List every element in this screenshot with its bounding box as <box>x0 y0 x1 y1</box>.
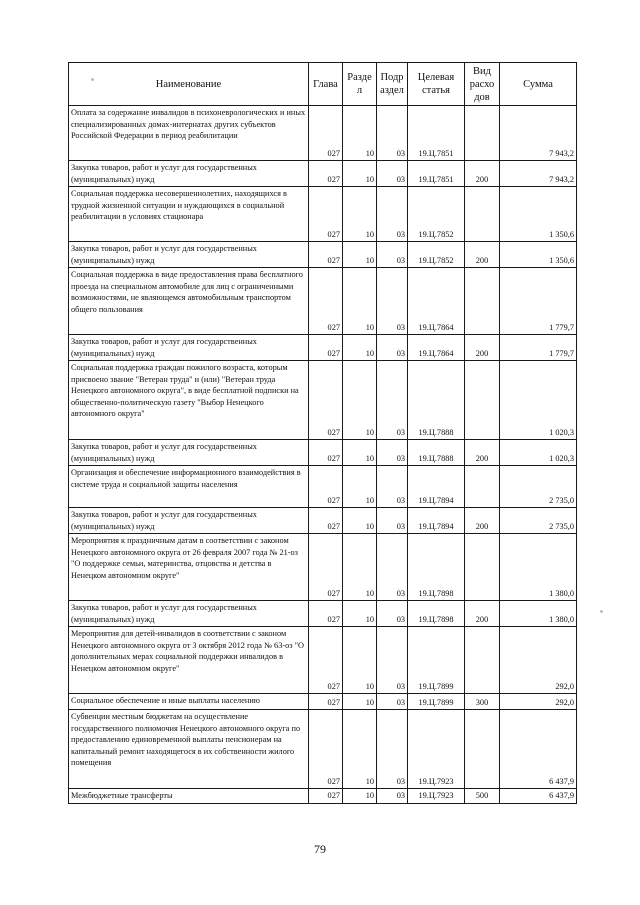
row-subsection: 03 <box>377 789 408 804</box>
row-section: 10 <box>343 187 377 242</box>
row-target: 19.Ц.7851 <box>408 161 465 187</box>
row-expense <box>465 710 500 789</box>
row-target: 19.Ц.7852 <box>408 242 465 268</box>
row-chapter: 027 <box>309 440 343 466</box>
table-row <box>69 335 577 361</box>
table-row <box>69 627 577 694</box>
row-name: Закупка товаров, работ и услуг для государственных (муниципальных) нужд <box>69 440 309 466</box>
row-section: 10 <box>343 601 377 627</box>
table-row <box>69 789 577 804</box>
row-sum: 1 380,0 <box>500 601 577 627</box>
row-expense <box>465 361 500 440</box>
table-body <box>69 106 577 804</box>
row-subsection: 03 <box>377 627 408 694</box>
row-name: Социальная поддержка несовершеннолетних, находящихся в трудной жизненной ситуации и нуждающихся в социальной реабилитации в условиях стационара <box>69 187 309 242</box>
row-section: 10 <box>343 161 377 187</box>
budget-sheet <box>68 62 576 804</box>
row-name: Социальное обеспечение и иные выплаты населению <box>69 694 309 710</box>
row-subsection: 03 <box>377 710 408 789</box>
row-chapter: 027 <box>309 601 343 627</box>
row-target: 19.Ц.7852 <box>408 187 465 242</box>
row-expense: 300 <box>465 694 500 710</box>
row-name: Мероприятия к праздничным датам в соответствии с законом Ненецкого автономного округа от 26 февраля 2007 года № 21-оз "О поддержке семьи, материнства, отцовства и детства в Ненецком автономном округе" <box>69 534 309 601</box>
header-expense: Вид расхо дов <box>465 63 500 106</box>
row-subsection: 03 <box>377 161 408 187</box>
header-chapter: Глава <box>309 63 343 106</box>
row-subsection: 03 <box>377 361 408 440</box>
table-row <box>69 534 577 601</box>
row-chapter: 027 <box>309 710 343 789</box>
row-sum: 6 437,9 <box>500 789 577 804</box>
row-chapter: 027 <box>309 106 343 161</box>
table-row <box>69 161 577 187</box>
row-sum: 2 735,0 <box>500 508 577 534</box>
row-target: 19.Ц.7923 <box>408 789 465 804</box>
table-row <box>69 466 577 508</box>
row-expense: 200 <box>465 601 500 627</box>
budget-table <box>68 62 577 804</box>
row-section: 10 <box>343 242 377 268</box>
header-row <box>69 63 577 106</box>
row-section: 10 <box>343 534 377 601</box>
row-subsection: 03 <box>377 335 408 361</box>
row-chapter: 027 <box>309 161 343 187</box>
table-row <box>69 710 577 789</box>
row-section: 10 <box>343 466 377 508</box>
row-sum: 1 779,7 <box>500 268 577 335</box>
header-subsection: Подр аздел <box>377 63 408 106</box>
row-subsection: 03 <box>377 242 408 268</box>
row-sum: 1 350,6 <box>500 242 577 268</box>
row-name: Закупка товаров, работ и услуг для государственных (муниципальных) нужд <box>69 601 309 627</box>
row-subsection: 03 <box>377 508 408 534</box>
row-subsection: 03 <box>377 106 408 161</box>
row-chapter: 027 <box>309 361 343 440</box>
row-expense <box>465 534 500 601</box>
row-chapter: 027 <box>309 335 343 361</box>
row-sum: 6 437,9 <box>500 710 577 789</box>
row-chapter: 027 <box>309 627 343 694</box>
header-target: Целевая статья <box>408 63 465 106</box>
row-expense <box>465 627 500 694</box>
table-row <box>69 694 577 710</box>
row-section: 10 <box>343 268 377 335</box>
row-name: Закупка товаров, работ и услуг для государственных (муниципальных) нужд <box>69 335 309 361</box>
row-subsection: 03 <box>377 601 408 627</box>
row-subsection: 03 <box>377 466 408 508</box>
row-sum: 1 380,0 <box>500 534 577 601</box>
row-target: 19.Ц.7894 <box>408 508 465 534</box>
row-name: Закупка товаров, работ и услуг для государственных (муниципальных) нужд <box>69 508 309 534</box>
scan-speck <box>600 610 603 613</box>
row-target: 19.Ц.7899 <box>408 694 465 710</box>
row-sum: 1 020,3 <box>500 361 577 440</box>
row-name: Субвенции местным бюджетам на осуществление государственного полномочия Ненецкого автономного округа по предоставлению единовременной выплаты пенсионерам на капитальный ремонт находящегося в их собственности жилого помещения <box>69 710 309 789</box>
row-subsection: 03 <box>377 440 408 466</box>
row-expense: 500 <box>465 789 500 804</box>
row-name: Организация и обеспечение информационного взаимодействия в системе труда и социальной защиты населения <box>69 466 309 508</box>
row-expense: 200 <box>465 242 500 268</box>
header-sum: Сумма <box>500 63 577 106</box>
row-section: 10 <box>343 694 377 710</box>
row-expense: 200 <box>465 440 500 466</box>
table-row <box>69 187 577 242</box>
row-target: 19.Ц.7888 <box>408 361 465 440</box>
row-section: 10 <box>343 627 377 694</box>
row-chapter: 027 <box>309 534 343 601</box>
row-chapter: 027 <box>309 789 343 804</box>
table-row <box>69 508 577 534</box>
row-name: Социальная поддержка в виде предоставления права бесплатного проезда на специальном автомобиле для лиц с ограниченными возможностями, не являющемся автомобильным транспортом общего пользования <box>69 268 309 335</box>
row-sum: 7 943,2 <box>500 161 577 187</box>
row-name: Межбюджетные трансферты <box>69 789 309 804</box>
row-expense: 200 <box>465 508 500 534</box>
table-row <box>69 440 577 466</box>
table-row <box>69 268 577 335</box>
row-name: Социальная поддержка граждан пожилого возраста, которым присвоено звание "Ветеран труда" и (или) "Ветеран труда Ненецкого автономного округа", в виде бесплатной подписки на общественно-политическую газету "Выбор Ненецкого автономного округа" <box>69 361 309 440</box>
row-target: 19.Ц.7923 <box>408 710 465 789</box>
row-section: 10 <box>343 789 377 804</box>
row-name: Закупка товаров, работ и услуг для государственных (муниципальных) нужд <box>69 242 309 268</box>
row-section: 10 <box>343 361 377 440</box>
row-sum: 1 779,7 <box>500 335 577 361</box>
header-name: Наименование <box>69 63 309 106</box>
row-target: 19.Ц.7894 <box>408 466 465 508</box>
row-expense <box>465 106 500 161</box>
row-chapter: 027 <box>309 694 343 710</box>
row-target: 19.Ц.7898 <box>408 601 465 627</box>
table-row <box>69 601 577 627</box>
page-number: 79 <box>314 842 326 856</box>
row-chapter: 027 <box>309 187 343 242</box>
row-section: 10 <box>343 335 377 361</box>
row-section: 10 <box>343 710 377 789</box>
row-sum: 2 735,0 <box>500 466 577 508</box>
row-expense <box>465 466 500 508</box>
row-chapter: 027 <box>309 466 343 508</box>
row-section: 10 <box>343 440 377 466</box>
row-expense: 200 <box>465 335 500 361</box>
row-target: 19.Ц.7888 <box>408 440 465 466</box>
row-subsection: 03 <box>377 694 408 710</box>
row-name: Оплата за содержание инвалидов в психоневрологических и иных специализированных домах-интернатах других субъектов Российской Федерации в период реабилитации <box>69 106 309 161</box>
scan-speck <box>91 78 94 81</box>
row-target: 19.Ц.7898 <box>408 534 465 601</box>
row-sum: 292,0 <box>500 627 577 694</box>
row-name: Закупка товаров, работ и услуг для государственных (муниципальных) нужд <box>69 161 309 187</box>
row-chapter: 027 <box>309 508 343 534</box>
row-name: Мероприятия для детей-инвалидов в соответствии с законом Ненецкого автономного округа от 3 октября 2012 года № 63-оз "О дополнительных мерах социальной поддержки инвалидов в Ненецком автономном округе" <box>69 627 309 694</box>
row-expense: 200 <box>465 161 500 187</box>
row-chapter: 027 <box>309 242 343 268</box>
row-section: 10 <box>343 106 377 161</box>
row-subsection: 03 <box>377 268 408 335</box>
row-section: 10 <box>343 508 377 534</box>
row-subsection: 03 <box>377 187 408 242</box>
row-sum: 7 943,2 <box>500 106 577 161</box>
table-row <box>69 361 577 440</box>
row-sum: 1 350,6 <box>500 187 577 242</box>
row-expense <box>465 187 500 242</box>
row-sum: 292,0 <box>500 694 577 710</box>
row-expense <box>465 268 500 335</box>
table-row <box>69 106 577 161</box>
row-chapter: 027 <box>309 268 343 335</box>
row-subsection: 03 <box>377 534 408 601</box>
row-target: 19.Ц.7851 <box>408 106 465 161</box>
row-target: 19.Ц.7864 <box>408 335 465 361</box>
row-target: 19.Ц.7899 <box>408 627 465 694</box>
header-section: Разде л <box>343 63 377 106</box>
table-row <box>69 242 577 268</box>
row-target: 19.Ц.7864 <box>408 268 465 335</box>
row-sum: 1 020,3 <box>500 440 577 466</box>
